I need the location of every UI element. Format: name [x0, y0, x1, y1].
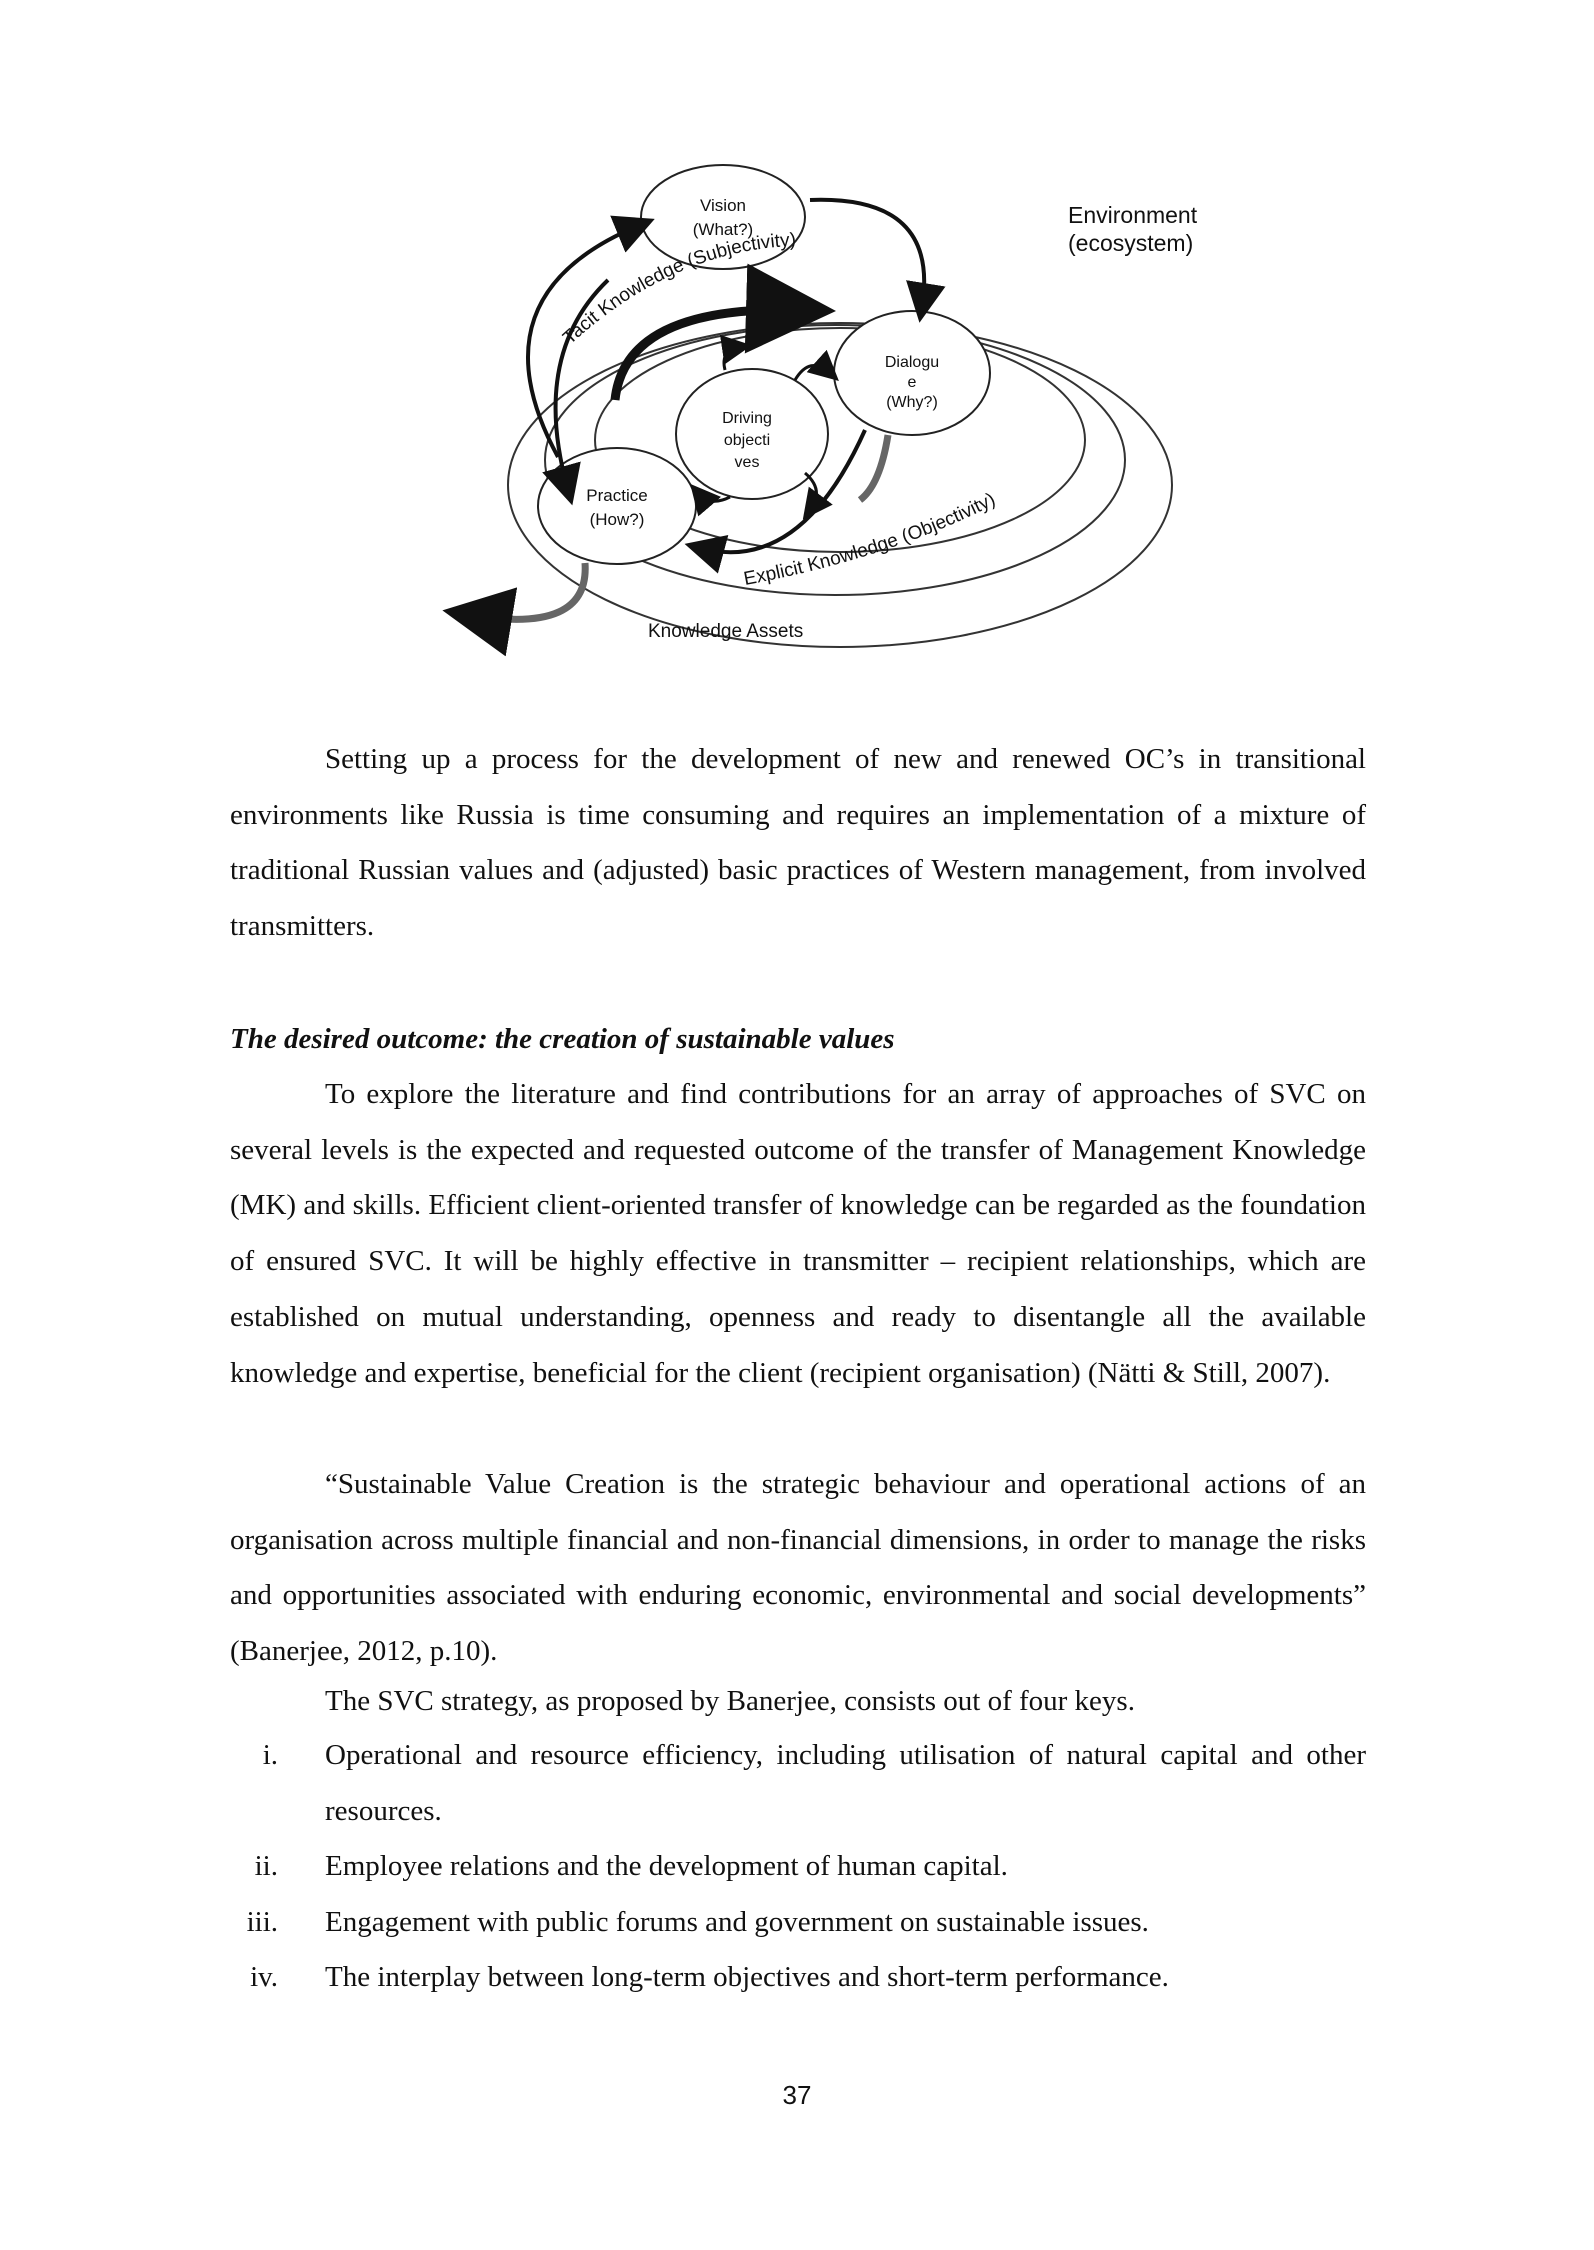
environment-label-line1: Environment [1068, 202, 1198, 228]
vision-to-dialogue-arrow [810, 200, 924, 307]
dialogue-label-line3: (Why?) [886, 394, 938, 411]
list-item-text: Engagement with public forums and government on sustainable issues. [325, 1905, 1149, 1938]
list-item-number: iv. [250, 1961, 278, 1993]
list-item-text: Employee relations and the development of human capital. [325, 1850, 1008, 1882]
tacit-knowledge-label: Tacit Knowledge (Subjectivity) [559, 229, 797, 349]
list-item [230, 1839, 1366, 1895]
knowledge-cycle-diagram [440, 155, 1240, 695]
practice-label-line1: Practice [586, 486, 648, 505]
list-item [230, 1950, 1366, 2006]
list-item-number: ii. [254, 1850, 278, 1882]
practice-label-line2: (How?) [589, 510, 645, 529]
practice-outflow-arrow [470, 563, 585, 619]
vision-label-line2: (What?) [692, 220, 754, 239]
svc-keys-list [230, 1728, 1366, 2006]
intro-paragraph: Setting up a process for the development of new and renewed OC’s in transitional environments like Russia is time consuming and requires an implementation of a mixture of traditional Russian values and (adjusted) basic practices of Western management, from involved transmitters. [230, 743, 1366, 943]
list-item-text: The interplay between long-term objectives and short-term performance. [325, 1961, 1169, 1993]
list-item-number: iii. [246, 1905, 278, 1938]
list-item-number: i. [262, 1739, 278, 1771]
dialogue-label-line2: e [907, 374, 917, 391]
dialogue-node [834, 311, 990, 435]
section-heading: The desired outcome: the creation of sustainable values [230, 1023, 895, 1055]
cycle-arrow-top-right [795, 365, 830, 380]
explicit-knowledge-label: Explicit Knowledge (Objectivity) [742, 489, 999, 590]
cycle-arrow-top-left [724, 347, 740, 370]
driving-label-line3: ves [734, 454, 760, 471]
literature-paragraph: To explore the literature and find contributions for an array of approaches of SVC on several levels is the expected and requested outcome of the transfer of Management Knowledge (MK) and skills. Efficient client-oriented transfer of knowledge can be regarded as the foundation of ensured SVC. It will be highly effective in transmitter – recipient relationships, which are established on mutual understanding, openness and ready to disentangle all the available knowledge and expertise, beneficial for the client (recipient organisation) (Nätti & Still, 2007). [230, 1078, 1366, 1389]
list-item-text: Operational and resource efficiency, including utilisation of natural capital and other resources. [325, 1739, 1366, 1827]
vision-label-line1: Vision [700, 196, 746, 215]
driving-label-line1: Driving [722, 410, 772, 427]
practice-to-vision-arrow [528, 225, 640, 457]
list-item [230, 1895, 1366, 1951]
dialogue-outflow-arrow [860, 435, 888, 500]
list-item [230, 1728, 1366, 1839]
knowledge-assets-label: Knowledge Assets [648, 621, 804, 642]
svc-strategy-intro: The SVC strategy, as proposed by Banerjee, consists out of four keys. [325, 1685, 1135, 1717]
dialogue-label-line1: Dialogu [884, 354, 940, 371]
page-number: 37 [782, 2080, 812, 2110]
svc-definition-paragraph: “Sustainable Value Creation is the strategic behaviour and operational actions of an organisation across multiple financial and non-financial dimensions, in order to manage the risks and opportunities associated with enduring economic, environmental and social developments” (Banerjee, 2012, p.10). [230, 1468, 1366, 1668]
environment-label-line2: (ecosystem) [1068, 230, 1194, 256]
driving-label-line2: objecti [723, 432, 771, 449]
